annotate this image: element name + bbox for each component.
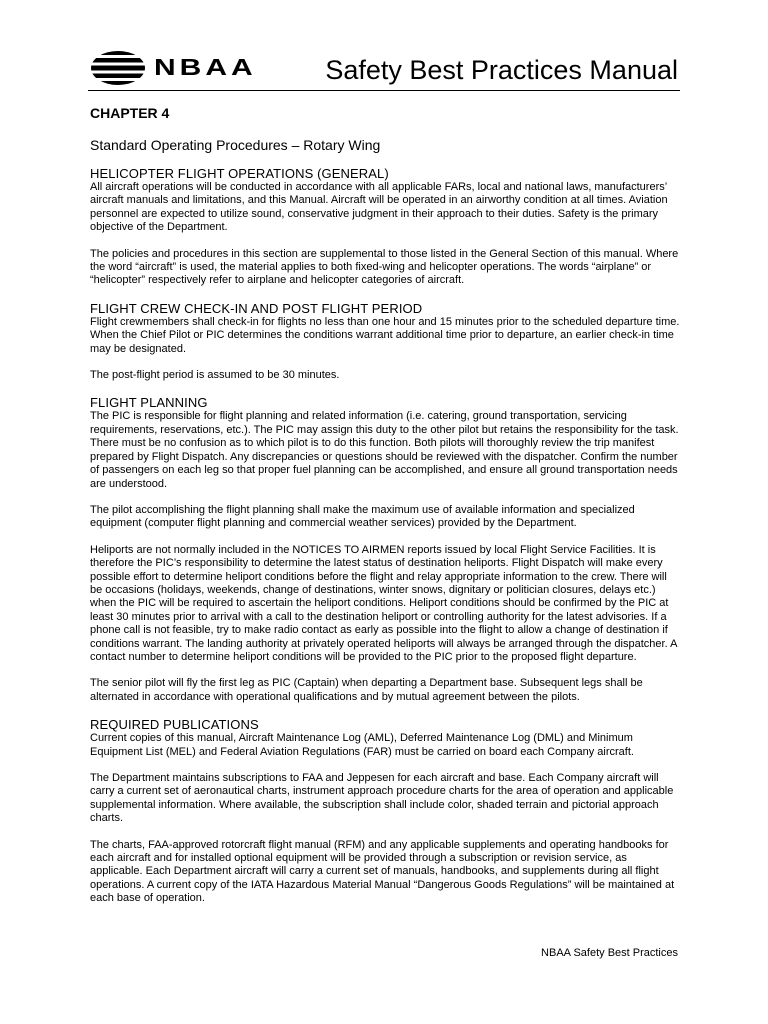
manual-title: Safety Best Practices Manual: [325, 55, 678, 85]
page-header: [88, 48, 680, 91]
paragraph: Current copies of this manual, Aircraft Maintenance Log (AML), Deferred Maintenance Log (DML) and Minimum Equipment List (MEL) and Federal Aviation Regulations (FAR) must be carried on board each Company aircraft.: [90, 732, 634, 758]
nbaa-logo: [90, 50, 257, 86]
nbaa-globe-logo-icon: [90, 50, 146, 86]
chapter-number: CHAPTER 4: [90, 105, 170, 121]
section-heading: HELICOPTER FLIGHT OPERATIONS (GENERAL): [90, 166, 389, 181]
paragraph: The post-flight period is assumed to be 30 minutes.: [90, 369, 340, 382]
logo-text: NBAA: [154, 54, 257, 81]
paragraph: The senior pilot will fly the first leg as PIC (Captain) when departing a Department base. Subsequent legs shall be alternated in accordance with operational qualifications and by mutual agreement between the pilots.: [90, 677, 643, 703]
section-heading: FLIGHT CREW CHECK-IN AND POST FLIGHT PERIOD: [90, 300, 423, 316]
page-footer: NBAA Safety Best Practices: [541, 947, 678, 959]
paragraph: All aircraft operations will be conducted in accordance with all applicable FARs, local and national laws, manufacturers’ aircraft manuals and limitations, and this Manual. Aircraft will be operated in an airworthy condition at all times. Aviation personnel are expected to utilize sound, conservative judgment in their approach to their duties. Safety is the primary objective of the Department.: [90, 181, 668, 234]
paragraph: Heliports are not normally included in the NOTICES TO AIRMEN reports issued by local Flight Service Facilities. It is therefore the PIC’s responsibility to determine the latest status of destination heliports. Flight Dispatch will make every possible effort to determine heliport conditions before the flight and relay appropriate information to the crew. There will be occasions (holidays, weekends, change of destinations, winter snows, dignitary or politician closures, delays etc.) when the PIC will be required to ascertain the heliport conditions. Heliport conditions should be confirmed by the PIC at least 30 minutes prior to arrival with a call to the destination heliport or controlling authority for the latest advisories. If a phone call is not feasible, try to make radio contact as early as possible into the flight to allow a change of destination if conditions warrant. The landing authority at privately operated heliports will always be arranged through the dispatcher. A contact number to determine heliport conditions will be provided to the PIC prior to the proposed flight departure.: [90, 543, 677, 663]
paragraph: The PIC is responsible for flight planning and related information (i.e. catering, ground transportation, servicing requirements, reservations, etc.). The PIC may assign this duty to the other pilot but retains the responsibility for the task. There must be no confusion as to which pilot is to do this function. Both pilots will thoroughly review the trip manifest prepared by Flight Dispatch. Any discrepancies or questions should be reviewed with the dispatcher. Confirm the number of passengers on each leg so that proper fuel planning can be accomplished, and ensure all ground transportation needs are understood.: [90, 410, 679, 490]
paragraph: The charts, FAA-approved rotorcraft flight manual (RFM) and any applicable supplements and operating handbooks for each aircraft and for installed optional equipment will be provided through a subscription or revision service, as applicable. Each Department aircraft will carry a current set of manuals, handbooks, and supplements during all flight operations. A current copy of the IATA Hazardous Material Manual “Dangerous Goods Regulations” will be maintained at each base of operation.: [90, 838, 675, 905]
paragraph: Flight crewmembers shall check-in for flights no less than one hour and 15 minutes prior to the scheduled departure time. When the Chief Pilot or PIC determines the conditions warrant additional time prior to departure, an earlier check-in time may be designated.: [90, 315, 680, 355]
section-general: [90, 166, 682, 288]
paragraph: The policies and procedures in this section are supplemental to those listed in the General Section of this manual. Where the word “aircraft” is used, the material applies to both fixed-wing and helicopter operations. The words “airplane” or “helicopter” respectively refer to airplane and helicopter categories of aircraft.: [90, 247, 679, 287]
section-check-in: [90, 301, 682, 383]
section-heading: FLIGHT PLANNING: [90, 395, 208, 411]
section-flight-planning: [90, 395, 682, 704]
section-required-publications: [90, 717, 682, 905]
section-heading: REQUIRED PUBLICATIONS: [90, 717, 259, 733]
paragraph: The Department maintains subscriptions to FAA and Jeppesen for each aircraft and base. Each Company aircraft will carry a current set of aeronautical charts, instrument approach procedure charts for the area of operation and applicable supplemental information. Where available, the subscription shall include color, shaded terrain and pictorial approach charts.: [90, 772, 674, 825]
chapter-title: Standard Operating Procedures – Rotary Wing: [90, 137, 381, 153]
document-body: [90, 104, 682, 919]
paragraph: The pilot accomplishing the flight planning shall make the maximum use of available information and specialized equipment (computer flight planning and commercial weather services) provided by the Department.: [90, 503, 635, 530]
